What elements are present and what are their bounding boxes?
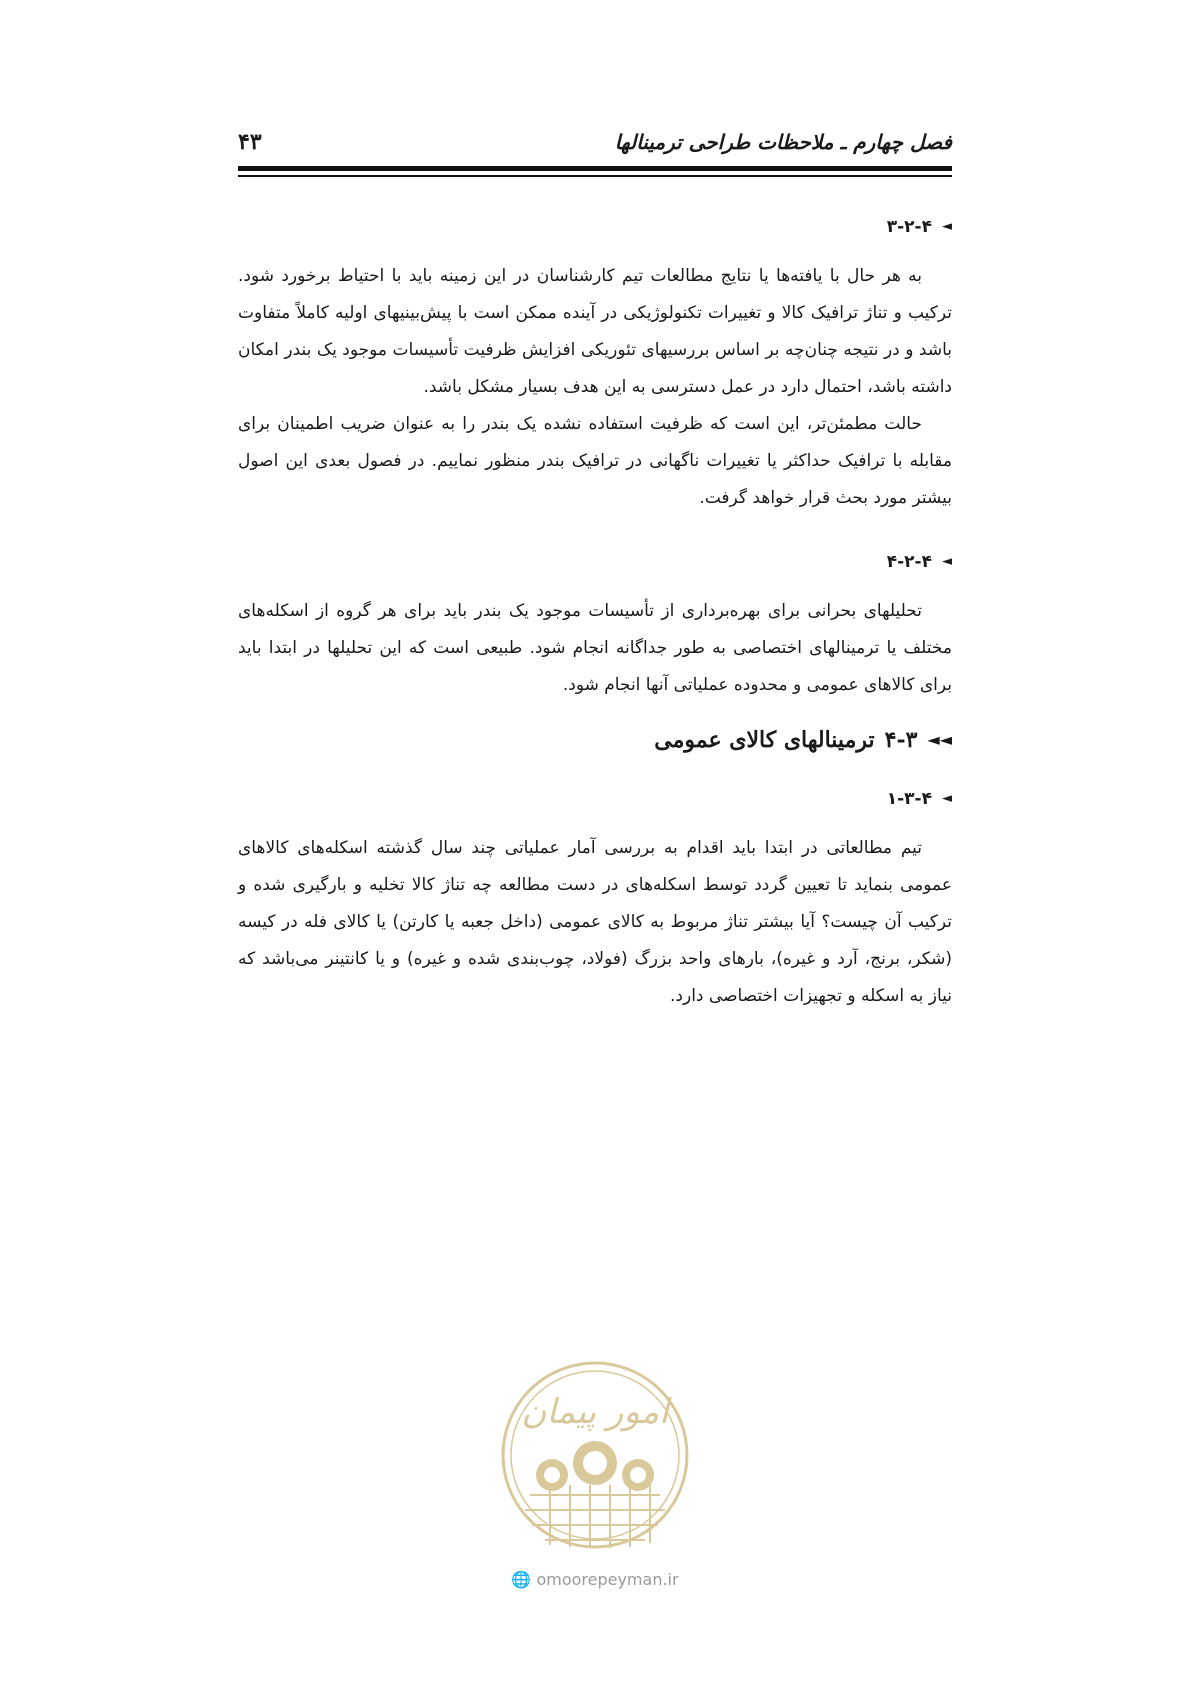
svg-text:امور پیمان: امور پیمان — [521, 1392, 669, 1432]
page-header — [238, 122, 952, 162]
page-number: ۴۳ — [238, 129, 262, 155]
triangle-bullet-icon: ◄ — [942, 219, 952, 234]
logo-seal-icon — [490, 1345, 700, 1575]
header-rule-thin — [238, 175, 952, 177]
section-number — [238, 782, 952, 816]
heading-number: ۴-۳ — [884, 727, 918, 753]
page-content — [238, 210, 952, 1015]
section-number-text: ۴-۲-۴ — [886, 552, 932, 572]
section-number-text: ۱-۳-۴ — [886, 789, 932, 809]
header-rule-thick — [238, 166, 952, 171]
globe-icon: 🌐 — [511, 1570, 532, 1589]
watermark-logo — [490, 1345, 700, 1575]
watermark-url — [495, 1570, 695, 1589]
paragraph: تحلیلهای بحرانی برای بهره‌برداری از تأسیسات موجود یک بندر باید برای هر گروه از اسکله‌های مختلف یا ترمینالهای اختصاصی به طور جداگانه انجام شود. طبیعی است که این تحلیلها در ابتدا باید برای کالاهای عمومی و محدوده عملیاتی آنها انجام شود. — [238, 601, 952, 695]
section-number — [238, 210, 952, 244]
paragraph: حالت مطمئن‌تر، این است که ظرفیت استفاده نشده یک بندر را به عنوان ضریب اطمینان برای مقابله با ترافیک حداکثر یا تغییرات ناگهانی در ترافیک بندر منظور نماییم. در فصول بعدی این اصول بیشتر مورد بحث قرار خواهد گرفت. — [238, 414, 952, 508]
triangle-bullet-icon: ◄ — [942, 554, 952, 569]
chapter-title: فصل چهارم ـ ملاحظات طراحی ترمینالها — [614, 130, 952, 154]
section-number-text: ۳-۲-۴ — [886, 217, 932, 237]
section-heading — [238, 718, 952, 762]
paragraph: به هر حال با یافته‌ها یا نتایج مطالعات تیم کارشناسان در این زمینه باید با احتیاط برخورد شود. ترکیب و تناژ ترافیک کالا و تغییرات تکنولوژیکی در آینده ممکن است با پیش‌بینیهای اولیه کاملاً متفاوت باشد و در نتیجه چنان‌چه بر اساس بررسیهای تئوریکی افزایش ظرفیت تأسیسات موجود یک بندر امکان داشته باشد، احتمال دارد در عمل دسترسی به این هدف بسیار مشکل باشد. — [238, 266, 952, 397]
watermark-url-text: omoorepeyman.ir — [536, 1570, 679, 1589]
triangle-bullet-icon: ◄ — [942, 791, 952, 806]
heading-text: ترمینالهای کالای عمومی — [654, 727, 875, 753]
paragraph: تیم مطالعاتی در ابتدا باید اقدام به بررسی آمار عملیاتی چند سال گذشته اسکله‌های کالاهای عمومی بنماید تا تعیین گردد توسط اسکله‌های در دست مطالعه چه تناژ کالا تخلیه و بارگیری شده و ترکیب آن چیست؟ آیا بیشتر تناژ مربوط به کالای عمومی (داخل جعبه یا کارتن) یا کالای فله در کیسه (شکر، برنج، آرد و غیره)، بارهای واحد بزرگ (فولاد، چوب‌بندی شده و غیره) و یا کانتینر می‌باشد که نیاز به اسکله و تجهیزات اختصاصی دارد. — [238, 838, 952, 1006]
section-number — [238, 545, 952, 579]
double-triangle-bullet-icon: ◄◄ — [927, 730, 952, 749]
